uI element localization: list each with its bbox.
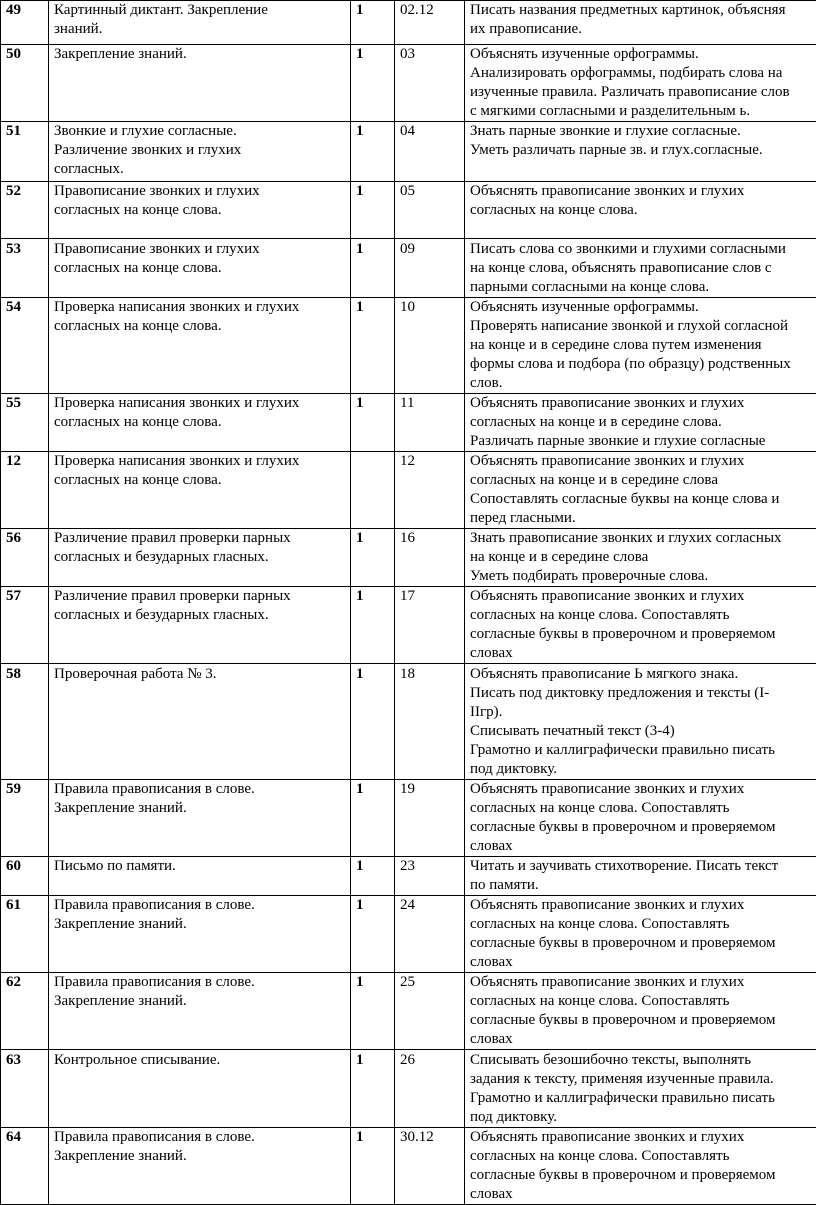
goals-cell xyxy=(465,452,816,529)
goals-cell-line: согласные буквы в проверочном и проверяемом xyxy=(470,818,816,837)
topic-cell-line: Картинный диктант. Закрепление xyxy=(54,1,350,20)
table-row xyxy=(1,1128,816,1205)
goals-cell-line: Уметь различать парные зв. и глух.согласные. xyxy=(470,141,816,160)
topic-cell xyxy=(49,298,351,394)
topic-cell-line: Закрепление знаний. xyxy=(54,1147,350,1166)
table-row xyxy=(1,298,816,394)
lesson-number-cell-value: 53 xyxy=(6,241,21,257)
lesson-number-cell xyxy=(1,1,49,45)
topic-cell-line: Закрепление знаний. xyxy=(54,992,350,1011)
table-row xyxy=(1,1,816,45)
topic-cell-line: согласных. xyxy=(54,160,350,179)
date-cell xyxy=(395,857,465,896)
goals-cell-line: словах xyxy=(470,1030,816,1049)
date-cell-value: 23 xyxy=(400,858,415,874)
goals-cell xyxy=(465,529,816,587)
topic-cell-line: Проверка написания звонких и глухих xyxy=(54,394,350,413)
table-row xyxy=(1,896,816,973)
goals-cell xyxy=(465,45,816,122)
lesson-number-cell-value: 50 xyxy=(6,46,21,62)
lesson-number-cell xyxy=(1,857,49,896)
topic-cell-line: согласных на конце слова. xyxy=(54,413,350,432)
hours-cell-value: 1 xyxy=(356,974,364,990)
hours-cell xyxy=(351,122,395,182)
date-cell xyxy=(395,664,465,780)
date-cell xyxy=(395,529,465,587)
hours-cell-value: 1 xyxy=(356,299,364,315)
goals-cell-line: Проверять написание звонкой и глухой согласной xyxy=(470,317,816,336)
hours-cell-value: 1 xyxy=(356,183,364,199)
topic-cell-line: знаний. xyxy=(54,20,350,39)
hours-cell xyxy=(351,857,395,896)
topic-cell xyxy=(49,896,351,973)
goals-cell-line: Объяснять правописание звонких и глухих xyxy=(470,1128,816,1147)
topic-cell-line: Проверочная работа № 3. xyxy=(54,665,350,684)
table-row xyxy=(1,529,816,587)
date-cell-value: 18 xyxy=(400,666,415,682)
goals-cell-line: Знать парные звонкие и глухие согласные. xyxy=(470,122,816,141)
goals-cell-line: перед гласными. xyxy=(470,509,816,528)
goals-cell-line: с мягкими согласными и разделительным ь. xyxy=(470,102,816,121)
hours-cell xyxy=(351,664,395,780)
hours-cell-value: 1 xyxy=(356,123,364,139)
date-cell-value: 17 xyxy=(400,588,415,604)
date-cell xyxy=(395,1050,465,1128)
goals-cell xyxy=(465,182,816,239)
hours-cell-value: 1 xyxy=(356,858,364,874)
topic-cell xyxy=(49,973,351,1050)
date-cell-value: 03 xyxy=(400,46,415,62)
lesson-number-cell xyxy=(1,896,49,973)
date-cell xyxy=(395,587,465,664)
goals-cell-line: Уметь подбирать проверочные слова. xyxy=(470,567,816,586)
table-row xyxy=(1,664,816,780)
lesson-number-cell-value: 54 xyxy=(6,299,21,315)
date-cell xyxy=(395,239,465,298)
hours-cell xyxy=(351,896,395,973)
goals-cell-line: Объяснять правописание звонких и глухих xyxy=(470,973,816,992)
goals-cell-line: слов. xyxy=(470,374,816,393)
goals-cell-line: словах xyxy=(470,953,816,972)
topic-cell-line: Различение правил проверки парных xyxy=(54,529,350,548)
goals-cell-line: Сопоставлять согласные буквы на конце слова и xyxy=(470,490,816,509)
date-cell-value: 10 xyxy=(400,299,415,315)
lesson-number-cell-value: 57 xyxy=(6,588,21,604)
topic-cell xyxy=(49,780,351,857)
table-row xyxy=(1,1050,816,1128)
goals-cell xyxy=(465,780,816,857)
hours-cell xyxy=(351,298,395,394)
lesson-number-cell xyxy=(1,182,49,239)
topic-cell xyxy=(49,1050,351,1128)
lesson-number-cell-value: 51 xyxy=(6,123,21,139)
hours-cell xyxy=(351,587,395,664)
topic-cell-line: согласных и безударных гласных. xyxy=(54,606,350,625)
hours-cell-value: 1 xyxy=(356,395,364,411)
lesson-number-cell xyxy=(1,587,49,664)
table-row xyxy=(1,239,816,298)
lesson-number-cell xyxy=(1,298,49,394)
hours-cell-value: 1 xyxy=(356,781,364,797)
date-cell-value: 19 xyxy=(400,781,415,797)
goals-cell-line: на конце и в середине слова xyxy=(470,548,816,567)
topic-cell xyxy=(49,529,351,587)
goals-cell-line: согласных на конце слова. Сопоставлять xyxy=(470,1147,816,1166)
topic-cell-line: Закрепление знаний. xyxy=(54,799,350,818)
hours-cell xyxy=(351,1128,395,1205)
goals-cell-line: согласных на конце слова. Сопоставлять xyxy=(470,992,816,1011)
topic-cell xyxy=(49,122,351,182)
hours-cell xyxy=(351,1,395,45)
hours-cell xyxy=(351,1050,395,1128)
lesson-number-cell xyxy=(1,122,49,182)
lesson-number-cell-value: 55 xyxy=(6,395,21,411)
goals-cell-line: словах xyxy=(470,837,816,856)
date-cell xyxy=(395,973,465,1050)
topic-cell-line: Проверка написания звонких и глухих xyxy=(54,452,350,471)
goals-cell-line: Читать и заучивать стихотворение. Писать текст xyxy=(470,857,816,876)
goals-cell xyxy=(465,298,816,394)
topic-cell xyxy=(49,452,351,529)
lesson-number-cell-value: 59 xyxy=(6,781,21,797)
hours-cell-value: 1 xyxy=(356,241,364,257)
topic-cell-line: Закрепление знаний. xyxy=(54,45,350,64)
goals-cell xyxy=(465,1,816,45)
topic-cell xyxy=(49,664,351,780)
lesson-number-cell xyxy=(1,452,49,529)
goals-cell-line: на конце и в середине слова путем изменения xyxy=(470,336,816,355)
table-row xyxy=(1,973,816,1050)
goals-cell-line: Объяснять изученные орфограммы. xyxy=(470,298,816,317)
lesson-number-cell xyxy=(1,239,49,298)
hours-cell xyxy=(351,45,395,122)
goals-cell-line: изученные правила. Различать правописание слов xyxy=(470,83,816,102)
goals-cell-line: согласные буквы в проверочном и проверяемом xyxy=(470,1166,816,1185)
table-row xyxy=(1,182,816,239)
goals-cell-line: словах xyxy=(470,1185,816,1204)
topic-cell xyxy=(49,857,351,896)
goals-cell xyxy=(465,973,816,1050)
goals-cell-line: IIгр). xyxy=(470,703,816,722)
goals-cell xyxy=(465,1050,816,1128)
topic-cell-line: согласных на конце слова. xyxy=(54,317,350,336)
lesson-number-cell xyxy=(1,394,49,452)
hours-cell xyxy=(351,394,395,452)
goals-cell-line: согласные буквы в проверочном и проверяемом xyxy=(470,625,816,644)
date-cell xyxy=(395,896,465,973)
lesson-number-cell-value: 52 xyxy=(6,183,21,199)
goals-cell-line: Различать парные звонкие и глухие согласные xyxy=(470,432,816,451)
date-cell-value: 05 xyxy=(400,183,415,199)
goals-cell-line: Грамотно и каллиграфически правильно писать xyxy=(470,741,816,760)
date-cell xyxy=(395,182,465,239)
goals-cell-line: Объяснять правописание звонких и глухих xyxy=(470,780,816,799)
goals-cell-line: согласных на конце слова. Сопоставлять xyxy=(470,606,816,625)
hours-cell-value: 1 xyxy=(356,666,364,682)
topic-cell xyxy=(49,182,351,239)
date-cell xyxy=(395,780,465,857)
topic-cell xyxy=(49,45,351,122)
topic-cell xyxy=(49,239,351,298)
topic-cell-line: Контрольное списывание. xyxy=(54,1051,350,1070)
date-cell-value: 09 xyxy=(400,241,415,257)
lesson-number-cell-value: 61 xyxy=(6,897,21,913)
goals-cell-line: Объяснять правописание звонких и глухих xyxy=(470,394,816,413)
date-cell xyxy=(395,394,465,452)
topic-cell-line: Письмо по памяти. xyxy=(54,857,350,876)
date-cell-value: 30.12 xyxy=(400,1129,434,1145)
goals-cell-line: Писать под диктовку предложения и тексты (I- xyxy=(470,684,816,703)
lesson-number-cell-value: 64 xyxy=(6,1129,21,1145)
goals-cell-line: их правописание. xyxy=(470,20,816,39)
hours-cell-value: 1 xyxy=(356,1052,364,1068)
goals-cell-line: Анализировать орфограммы, подбирать слова на xyxy=(470,64,816,83)
goals-cell-line: по памяти. xyxy=(470,876,816,895)
date-cell-value: 04 xyxy=(400,123,415,139)
goals-cell xyxy=(465,239,816,298)
goals-cell-line: Объяснять правописание звонких и глухих xyxy=(470,896,816,915)
hours-cell-value: 1 xyxy=(356,1129,364,1145)
hours-cell-value: 1 xyxy=(356,530,364,546)
date-cell xyxy=(395,1128,465,1205)
goals-cell-line: Объяснять правописание Ь мягкого знака. xyxy=(470,665,816,684)
topic-cell-line: Правила правописания в слове. xyxy=(54,973,350,992)
date-cell xyxy=(395,452,465,529)
lesson-number-cell-value: 49 xyxy=(6,2,21,18)
goals-cell-line: Писать слова со звонкими и глухими согласными xyxy=(470,240,816,259)
topic-cell xyxy=(49,1128,351,1205)
lesson-number-cell-value: 58 xyxy=(6,666,21,682)
goals-cell-line: Объяснять правописание звонких и глухих xyxy=(470,452,816,471)
hours-cell-value: 1 xyxy=(356,897,364,913)
table-body xyxy=(1,1,816,1205)
goals-cell-line: под диктовку. xyxy=(470,1108,816,1127)
goals-cell-line: Объяснять правописание звонких и глухих xyxy=(470,587,816,606)
date-cell xyxy=(395,122,465,182)
date-cell xyxy=(395,298,465,394)
goals-cell-line: Списывать печатный текст (3-4) xyxy=(470,722,816,741)
date-cell xyxy=(395,1,465,45)
hours-cell xyxy=(351,182,395,239)
goals-cell xyxy=(465,587,816,664)
topic-cell xyxy=(49,1,351,45)
lesson-number-cell xyxy=(1,1050,49,1128)
lesson-number-cell xyxy=(1,529,49,587)
goals-cell-line: Писать названия предметных картинок, объясняя xyxy=(470,1,816,20)
goals-cell-line: согласных на конце слова. Сопоставлять xyxy=(470,915,816,934)
goals-cell-line: Списывать безошибочно тексты, выполнять xyxy=(470,1051,816,1070)
topic-cell xyxy=(49,587,351,664)
goals-cell-line: Объяснять правописание звонких и глухих xyxy=(470,182,816,201)
date-cell-value: 02.12 xyxy=(400,2,434,18)
goals-cell-line: согласных на конце слова. xyxy=(470,201,816,220)
topic-cell-line: Правила правописания в слове. xyxy=(54,780,350,799)
date-cell-value: 16 xyxy=(400,530,415,546)
lesson-number-cell xyxy=(1,664,49,780)
topic-cell-line: согласных на конце слова. xyxy=(54,471,350,490)
lesson-number-cell xyxy=(1,973,49,1050)
lesson-number-cell xyxy=(1,1128,49,1205)
goals-cell-line: Знать правописание звонких и глухих согласных xyxy=(470,529,816,548)
goals-cell-line: задания к тексту, применяя изученные правила. xyxy=(470,1070,816,1089)
topic-cell xyxy=(49,394,351,452)
hours-cell xyxy=(351,239,395,298)
table-row xyxy=(1,45,816,122)
topic-cell-line: Правила правописания в слове. xyxy=(54,896,350,915)
goals-cell xyxy=(465,664,816,780)
topic-cell-line: согласных на конце слова. xyxy=(54,201,350,220)
topic-cell-line: Проверка написания звонких и глухих xyxy=(54,298,350,317)
table-row xyxy=(1,857,816,896)
goals-cell-line: согласных на конце и в середине слова. xyxy=(470,413,816,432)
topic-cell-line: Закрепление знаний. xyxy=(54,915,350,934)
table-row xyxy=(1,587,816,664)
hours-cell xyxy=(351,973,395,1050)
table-row xyxy=(1,122,816,182)
topic-cell-line: согласных и безударных гласных. xyxy=(54,548,350,567)
goals-cell-line: согласные буквы в проверочном и проверяемом xyxy=(470,1011,816,1030)
lesson-number-cell-value: 63 xyxy=(6,1052,21,1068)
topic-cell-line: согласных на конце слова. xyxy=(54,259,350,278)
goals-cell-line: согласных на конце слова. Сопоставлять xyxy=(470,799,816,818)
topic-cell-line: Звонкие и глухие согласные. xyxy=(54,122,350,141)
hours-cell xyxy=(351,529,395,587)
hours-cell xyxy=(351,452,395,529)
hours-cell xyxy=(351,780,395,857)
lesson-number-cell-value: 56 xyxy=(6,530,21,546)
goals-cell-line: под диктовку. xyxy=(470,760,816,779)
goals-cell-line: согласных на конце и в середине слова xyxy=(470,471,816,490)
hours-cell-value: 1 xyxy=(356,588,364,604)
goals-cell xyxy=(465,122,816,182)
goals-cell-line: на конце слова, объяснять правописание слов с xyxy=(470,259,816,278)
date-cell-value: 24 xyxy=(400,897,415,913)
topic-cell-line: Различение правил проверки парных xyxy=(54,587,350,606)
date-cell xyxy=(395,45,465,122)
goals-cell-line: парными согласными на конце слова. xyxy=(470,278,816,297)
lesson-number-cell-value: 12 xyxy=(6,453,21,469)
table-row xyxy=(1,452,816,529)
goals-cell xyxy=(465,394,816,452)
topic-cell-line: Правописание звонких и глухих xyxy=(54,240,350,259)
hours-cell-value: 1 xyxy=(356,2,364,18)
topic-cell-line: Правописание звонких и глухих xyxy=(54,182,350,201)
date-cell-value: 26 xyxy=(400,1052,415,1068)
lesson-number-cell xyxy=(1,780,49,857)
table-row xyxy=(1,780,816,857)
lesson-number-cell-value: 62 xyxy=(6,974,21,990)
goals-cell xyxy=(465,896,816,973)
goals-cell xyxy=(465,1128,816,1205)
lesson-number-cell xyxy=(1,45,49,122)
table-row xyxy=(1,394,816,452)
date-cell-value: 12 xyxy=(400,453,415,469)
goals-cell-line: Грамотно и каллиграфически правильно писать xyxy=(470,1089,816,1108)
hours-cell-value: 1 xyxy=(356,46,364,62)
goals-cell-line: согласные буквы в проверочном и проверяемом xyxy=(470,934,816,953)
date-cell-value: 25 xyxy=(400,974,415,990)
topic-cell-line: Правила правописания в слове. xyxy=(54,1128,350,1147)
goals-cell-line: формы слова и подбора (по образцу) родственных xyxy=(470,355,816,374)
date-cell-value: 11 xyxy=(400,395,414,411)
topic-cell-line: Различение звонких и глухих xyxy=(54,141,350,160)
goals-cell xyxy=(465,857,816,896)
goals-cell-line: словах xyxy=(470,644,816,663)
goals-cell-line: Объяснять изученные орфограммы. xyxy=(470,45,816,64)
lesson-number-cell-value: 60 xyxy=(6,858,21,874)
